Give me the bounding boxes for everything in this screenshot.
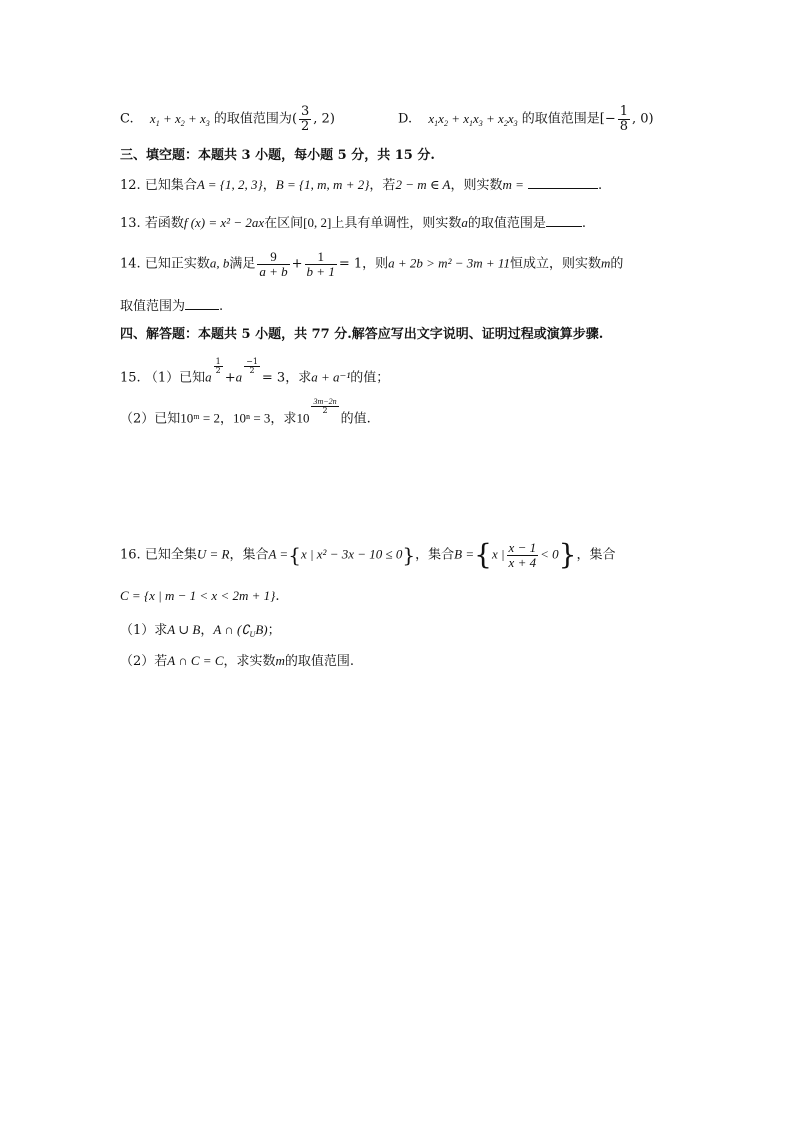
option-d-fraction bbox=[618, 105, 630, 133]
q14-eq: = 1 bbox=[338, 256, 363, 272]
q15-plus: + bbox=[224, 370, 236, 386]
question-12 bbox=[120, 175, 602, 196]
q16-set-b-var: x | bbox=[491, 546, 505, 562]
q15-p2-end: 的值. bbox=[340, 411, 371, 427]
q14-continuation: 取值范围为 bbox=[120, 299, 186, 314]
q12-text-3: ，则实数 bbox=[450, 178, 503, 193]
q16-set-b-tail: < 0 bbox=[540, 546, 559, 562]
q16-p2-condition: A ∩ C = C bbox=[167, 653, 224, 668]
q12-text-2: ，若 bbox=[369, 178, 396, 193]
q16-p1-label: （1）求 bbox=[120, 623, 168, 638]
q15-p2-sep: ， bbox=[219, 411, 233, 427]
q15-exp1-den: 2 bbox=[215, 366, 221, 376]
q14-answer-blank[interactable] bbox=[185, 297, 219, 310]
q14-f2-num: 1 bbox=[317, 249, 324, 264]
option-c-text: 的取值范围为 bbox=[213, 111, 292, 127]
q16-p1-sep: ， bbox=[200, 623, 214, 638]
q13-variable: a bbox=[461, 215, 468, 230]
q13-function: f (x) = x² − 2ax bbox=[183, 215, 265, 230]
q14-text-1: 已知正实数 bbox=[144, 256, 210, 272]
q15-p2-exp-num: 3m−2n bbox=[313, 397, 337, 406]
q14-text-3: ，则 bbox=[362, 256, 389, 272]
q15-p2-cond-2: 10ⁿ = 3 bbox=[232, 410, 271, 426]
q16-number: 16. bbox=[120, 547, 141, 563]
q12-sep: ， bbox=[262, 178, 276, 193]
option-c-label: C. bbox=[120, 111, 134, 127]
q12-end: . bbox=[598, 178, 603, 193]
q15-p1-expr: a + a⁻¹ bbox=[311, 369, 351, 385]
q13-number: 13. bbox=[120, 216, 141, 231]
q15-exp2-den: 2 bbox=[244, 366, 260, 375]
q14-plus: + bbox=[291, 256, 303, 272]
option-c-open: ( bbox=[291, 111, 298, 127]
q15-number: 15. bbox=[120, 370, 141, 386]
q16-set-b-den: x + 4 bbox=[508, 554, 537, 570]
q15-base-2: a bbox=[235, 369, 243, 385]
q16-text-2: ，集合 bbox=[229, 547, 269, 563]
q16-p1-complement-sub: U bbox=[249, 630, 256, 639]
option-c bbox=[120, 105, 335, 134]
option-d-frac-num: 1 bbox=[619, 104, 629, 119]
question-16-part-2 bbox=[120, 651, 354, 672]
q15-eq: = 3 bbox=[261, 370, 286, 386]
question-13 bbox=[120, 213, 586, 234]
q15-p2-exponent bbox=[311, 398, 338, 416]
q16-set-a-body: x | x² − 3x − 10 ≤ 0 bbox=[300, 546, 403, 562]
q14-f1-den: a + b bbox=[259, 263, 288, 279]
q15-base-1: a bbox=[205, 369, 212, 385]
q13-answer-blank[interactable] bbox=[546, 214, 582, 227]
q15-p2-text: ，求 bbox=[270, 411, 297, 427]
q16-universe: U = R bbox=[196, 546, 230, 562]
q16-p1-intersection: A ∩ (∁ bbox=[213, 622, 250, 637]
option-d-tail: , 0) bbox=[632, 111, 654, 127]
q16-set-b-lbrace: { bbox=[474, 538, 492, 572]
q14-variable: m bbox=[600, 255, 611, 271]
option-d-label: D. bbox=[398, 111, 413, 127]
section-3-heading: 三、填空题：本题共 3 小题，每小题 5 分，共 15 分. bbox=[120, 148, 435, 163]
q16-text-1: 已知全集 bbox=[144, 547, 197, 563]
option-c-frac-den: 2 bbox=[301, 118, 310, 134]
question-14 bbox=[120, 250, 623, 278]
option-c-fraction bbox=[299, 105, 311, 133]
q16-p2-variable: m bbox=[275, 653, 285, 668]
question-15-part-2 bbox=[120, 398, 371, 429]
question-14-cont bbox=[120, 297, 223, 317]
q16-p2-text: ，求实数 bbox=[223, 654, 276, 669]
q13-text-3: 上具有单调性，则实数 bbox=[331, 216, 462, 231]
q14-number: 14. bbox=[120, 256, 141, 272]
q14-f2-den: b + 1 bbox=[306, 263, 335, 279]
q16-p1-end: ； bbox=[267, 623, 281, 638]
q16-p2-end: 的取值范围. bbox=[284, 654, 355, 669]
q14-text-2: 满足 bbox=[229, 256, 256, 272]
q15-exp-1 bbox=[214, 358, 223, 376]
q13-text-4: 的取值范围是 bbox=[467, 216, 546, 231]
q14-vars: a, b bbox=[209, 255, 230, 271]
q16-set-b-rbrace: } bbox=[558, 538, 577, 572]
question-16 bbox=[120, 538, 616, 572]
q12-condition: 2 − m ∈ A bbox=[395, 177, 451, 192]
question-16-set-c bbox=[120, 586, 279, 607]
q16-set-a-rbrace: } bbox=[402, 543, 416, 568]
option-d-open: [ bbox=[599, 111, 605, 127]
option-d-text: 的取值范围是 bbox=[521, 111, 600, 127]
option-d bbox=[398, 105, 654, 134]
q16-set-c: C = {x | m − 1 < x < 2m + 1} bbox=[120, 588, 276, 603]
q12-set-a: A = {1, 2, 3} bbox=[196, 177, 263, 192]
q14-end: . bbox=[219, 299, 224, 314]
q13-end: . bbox=[581, 216, 586, 231]
q12-text-1: 已知集合 bbox=[144, 178, 197, 193]
option-d-frac-den: 8 bbox=[619, 118, 629, 134]
q16-set-a-prefix: A = bbox=[268, 546, 289, 562]
q12-variable: m = bbox=[502, 177, 524, 192]
q16-text-3: ，集合 bbox=[415, 547, 455, 563]
section-4-heading: 四、解答题：本题共 5 小题，共 77 分.解答应写出文字说明、证明过程或演算步骤. bbox=[120, 327, 604, 342]
q15-p1-end: 的值； bbox=[350, 370, 390, 386]
q15-p2-cond-1: 10ᵐ = 2 bbox=[180, 410, 220, 426]
q12-set-b: B = {1, m, m + 2} bbox=[275, 177, 370, 192]
q14-text-5: 的 bbox=[610, 256, 624, 272]
question-16-part-1 bbox=[120, 620, 281, 645]
q16-set-a-lbrace: { bbox=[288, 543, 301, 568]
q14-f1-num: 9 bbox=[270, 249, 277, 264]
q14-inequality: a + 2b > m² − 3m + 11 bbox=[388, 255, 510, 271]
q13-interval: [0, 2] bbox=[303, 215, 332, 230]
q16-text-4: ，集合 bbox=[576, 547, 616, 563]
q15-p2-exp-den: 2 bbox=[311, 406, 338, 415]
q15-exp1-num: 1 bbox=[215, 357, 221, 366]
option-c-tail: , 2) bbox=[313, 111, 335, 127]
q16-set-b-prefix: B = bbox=[454, 546, 475, 562]
question-15-part-1 bbox=[120, 358, 389, 388]
q13-text-2: 在区间 bbox=[264, 216, 304, 231]
q16-p1-complement-tail: B) bbox=[255, 622, 268, 637]
q12-number: 12. bbox=[120, 178, 141, 193]
q14-fraction-1 bbox=[257, 250, 289, 278]
option-d-minus: − bbox=[604, 111, 616, 127]
q12-answer-blank[interactable] bbox=[528, 176, 598, 189]
q15-exp2-num: −1 bbox=[246, 357, 258, 366]
q16-set-b-num: x − 1 bbox=[508, 540, 537, 555]
q16-p1-union: A ∪ B bbox=[167, 622, 201, 637]
q16-p2-label: （2）若 bbox=[120, 654, 168, 669]
q16-end: . bbox=[275, 589, 280, 604]
q14-fraction-2 bbox=[305, 250, 337, 278]
q15-p1-label: （1）已知 bbox=[144, 370, 206, 386]
option-c-frac-num: 3 bbox=[301, 104, 310, 119]
q15-p1-text: ，求 bbox=[285, 370, 312, 386]
option-c-expr: $x_1 + x_2 + x_3$ bbox=[149, 110, 210, 128]
q15-exp-2 bbox=[244, 358, 260, 376]
q14-text-4: 恒成立，则实数 bbox=[509, 256, 601, 272]
q13-text-1: 若函数 bbox=[144, 216, 184, 231]
q15-p2-label: （2）已知 bbox=[120, 411, 181, 427]
q16-set-b-fraction bbox=[507, 541, 539, 569]
q15-p2-base: 10 bbox=[296, 410, 310, 426]
option-d-expr: $x_1x_2 + x_1x_3 + x_2x_3$ bbox=[428, 110, 518, 128]
